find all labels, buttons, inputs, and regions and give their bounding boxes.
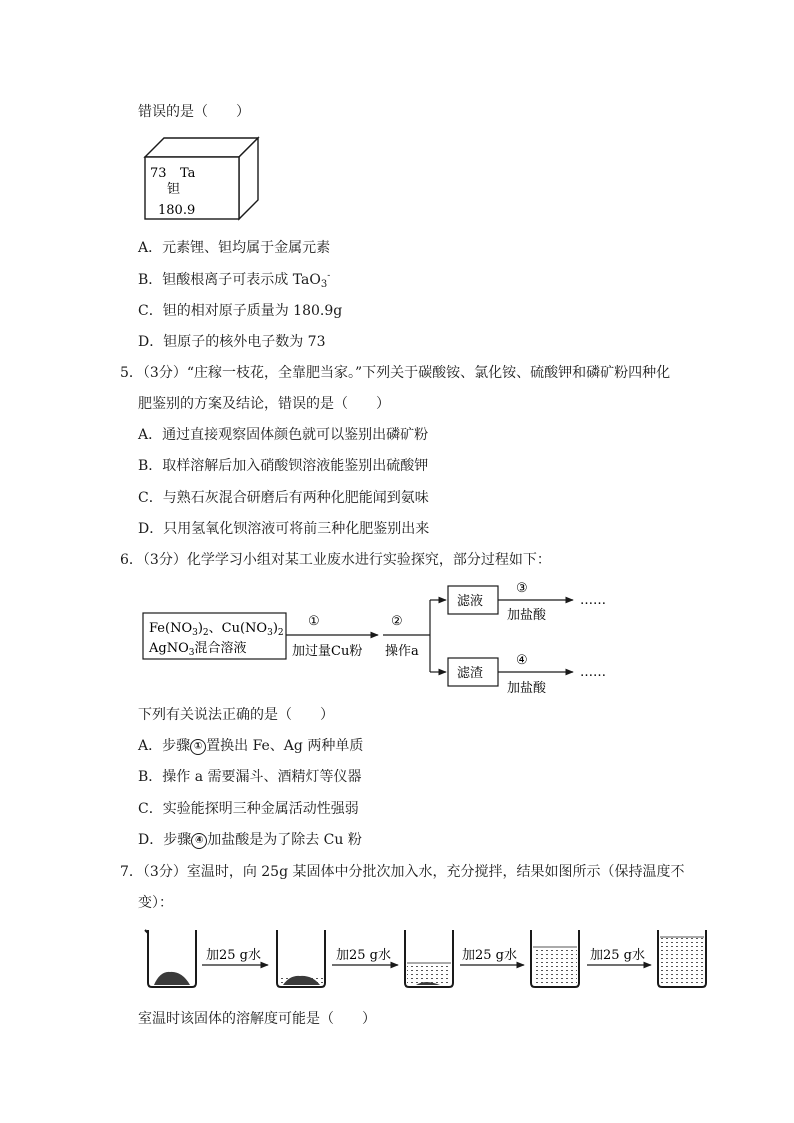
q5-stem-line2: 肥鉴别的方案及结论，错误的是（ ） [138,396,390,412]
step3-ellipsis: …… [580,593,606,608]
filtrate-label: 滤液 [457,594,484,609]
step2-label: 操作a [385,644,419,659]
arrow-label-2: 加25 g水 [336,948,391,963]
beaker-1 [145,930,196,987]
q6-prompt: 下列有关说法正确的是（ ） [138,707,334,723]
step4-mark: ④ [516,653,528,668]
circled-4-glyph: ④ [191,833,207,849]
q4-option-a: A．元素锂、钽均属于金属元素 [138,240,331,256]
beaker-4 [531,930,579,987]
beaker-2 [277,930,325,987]
arrow-label-1: 加25 g水 [206,948,261,963]
circled-1-glyph: ① [190,739,206,755]
q6-option-b: B．操作 a 需要漏斗、酒精灯等仪器 [138,769,362,785]
solution-line2: AgNO$_3$混合溶液 [149,641,247,658]
q7-beaker-figure [140,925,720,995]
q4-option-d: D．钽原子的核外电子数为 73 [138,334,326,350]
element-mass: 180.9 [158,203,196,218]
q5-stem-line1: 5．（3分）“庄稼一枝花，全靠肥当家。”下列关于碳酸铵、氯化铵、硫酸钾和磷矿粉四种化 [120,365,671,381]
q6-option-a: A．步骤 ① 置换出 Fe、Ag 两种单质 [138,738,364,754]
element-name: 钽 [167,182,181,197]
q4-option-b: B．钽酸根离子可表示成 TaO$_3$- [138,271,331,290]
step2-mark: ② [391,614,403,629]
solution-line1: $Fe(NO_3)_2$、$Cu(NO_3)_2$ [149,621,284,638]
beaker-3 [405,930,453,987]
q4-option-c: C．钽的相对原子质量为 180.9g [138,303,343,319]
q5-option-d: D．只用氢氧化钡溶液可将前三种化肥鉴别出来 [138,521,430,537]
q6-flow-diagram [138,580,618,700]
q4-stem-tail: 错误的是（ ） [138,104,250,120]
step4-label: 加盐酸 [507,681,547,696]
q6-stem-line1: 6．（3分）化学学习小组对某工业废水进行实验探究，部分过程如下： [120,552,551,568]
q6-option-d: D．步骤 ④ 加盐酸是为了除去 Cu 粉 [138,832,362,848]
arrow-label-4: 加25 g水 [590,948,645,963]
q7-stem-line1: 7．（3分）室温时，向 25g 某固体中分批次加入水，充分搅拌，结果如图所示（保持温度不 [120,864,685,880]
q7-prompt: 室温时该固体的溶解度可能是（ ） [138,1011,376,1027]
step1-label: 加过量Cu粉 [292,644,363,659]
q7-stem-line2: 变）： [138,895,173,911]
element-symbol: Ta [180,166,196,181]
step3-label: 加盐酸 [507,608,547,623]
step3-mark: ③ [516,581,528,596]
q5-option-a: A．通过直接观察固体颜色就可以鉴别出磷矿粉 [138,427,429,443]
arrow-label-3: 加25 g水 [462,948,517,963]
q5-option-b: B．取样溶解后加入硝酸钡溶液能鉴别出硫酸钾 [138,458,429,474]
step4-ellipsis: …… [580,665,606,680]
element-card-figure [140,134,262,224]
residue-label: 滤渣 [457,666,484,681]
element-atomic-number: 73 [150,166,167,181]
beaker-5 [658,930,706,987]
step1-mark: ① [308,614,320,629]
q5-option-c: C．与熟石灰混合研磨后有两种化肥能闻到氨味 [138,490,429,506]
q6-option-c: C．实验能探明三种金属活动性强弱 [138,801,359,817]
